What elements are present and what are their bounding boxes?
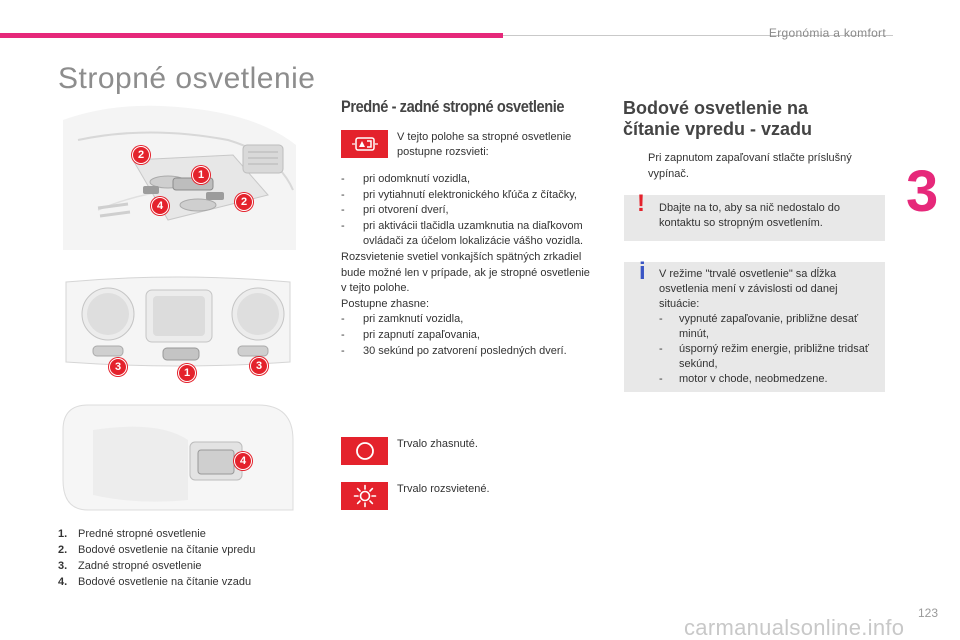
callout-2-top <box>132 146 150 164</box>
chapter-number: 3 <box>906 159 939 224</box>
legend-item: 4. Bodové osvetlenie na čítanie vzadu <box>58 576 252 588</box>
list-item: - pri aktivácii tlačidla uzamknutia na diaľkovom ovládači za účelom lokalizácie vášho vozidla. <box>341 219 584 248</box>
callout-2-right <box>235 193 253 211</box>
warning-note: ! Dbajte na to, aby sa nič nedostalo do kontaktu so stropným osvetlením. <box>624 195 885 241</box>
page-number: 123 <box>917 606 938 620</box>
page-title: Stropné osvetlenie <box>58 62 316 95</box>
watermark: carmanualsonline.info <box>684 615 905 640</box>
list-item: - vypnuté zapaľovanie, približne desať minút, <box>659 313 859 340</box>
warning-icon: ! <box>637 190 645 217</box>
section-title: Ergonómia a komfort <box>768 26 886 40</box>
callout-1-mid <box>178 364 196 382</box>
list-item: - pri otvorení dverí, <box>341 204 449 217</box>
callout-3-right <box>250 357 268 375</box>
callout-4-top <box>151 197 169 215</box>
callout-label: 2 <box>137 149 145 161</box>
lamp-on-text: Trvalo rozsvietené. <box>397 483 490 495</box>
legend-item: 1. Predné stropné osvetlenie <box>58 528 206 540</box>
info-note: i V režime "trvalé osvetlenie" sa dĺžka osvetlenia mení v závislosti od danej situácie: - vypnuté zapaľovanie, približne desať minút, - úsporný režim energie, približne tridsať sekúnd, - motor v chode, neobmedzene. <box>624 262 885 392</box>
illustration-legend <box>58 526 255 590</box>
door-mode-icon <box>341 130 388 158</box>
legend-item: 2. Bodové osvetlenie na čítanie vpredu <box>58 544 256 556</box>
callout-label: 2 <box>240 196 248 208</box>
list-item: - úsporný režim energie, približne tridsať sekúnd, <box>659 343 869 370</box>
info-icon: i <box>639 258 646 285</box>
header-accent-bar <box>0 33 503 38</box>
reading-light-instruction: Pri zapnutom zapaľovaní stlačte príslušný vypínač. <box>648 152 852 180</box>
callout-label: 3 <box>255 360 263 372</box>
mirror-lighting-paragraph: Rozsvietenie svetiel vonkajších spätných zrkadiel bude možné len v prípade, ak je stropné osvetlenie v tejto polohe. <box>341 250 590 295</box>
reading-lights-heading: Bodové osvetlenie na čítanie vpredu - vzadu <box>623 98 813 139</box>
callout-4-bottom <box>234 452 252 470</box>
lamp-on-icon <box>341 482 388 510</box>
list-item: - pri vytiahnutí elektronického kľúča z čítačky, <box>341 188 577 201</box>
front-rear-description <box>341 172 597 359</box>
door-mode-text: V tejto polohe sa stropné osvetlenie postupne rozsvieti: <box>397 131 572 158</box>
callout-label: 1 <box>183 367 191 379</box>
callout-3-left <box>109 358 127 376</box>
front-console-illustration <box>58 100 298 250</box>
legend-item: 3. Zadné stropné osvetlenie <box>58 560 202 572</box>
rear-reading-lamp-illustration <box>58 400 298 512</box>
callout-1-top <box>192 166 210 184</box>
turn-off-heading: Postupne zhasne: <box>341 297 430 310</box>
callout-label: 4 <box>156 200 164 212</box>
callout-label: 3 <box>114 361 122 373</box>
callout-label: 1 <box>197 169 205 181</box>
lamp-off-icon <box>341 437 388 465</box>
list-item: - motor v chode, neobmedzene. <box>659 373 828 385</box>
list-item: - 30 sekúnd po zatvorení posledných dverí. <box>341 344 567 357</box>
list-item: - pri zapnutí zapaľovania, <box>341 328 480 341</box>
front-rear-lighting-heading: Predné - zadné stropné osvetlenie <box>341 97 565 116</box>
callout-label: 4 <box>239 455 247 467</box>
lamp-off-text: Trvalo zhasnuté. <box>397 438 478 450</box>
list-item: - pri zamknutí vozidla, <box>341 313 464 326</box>
list-item: - pri odomknutí vozidla, <box>341 173 470 185</box>
